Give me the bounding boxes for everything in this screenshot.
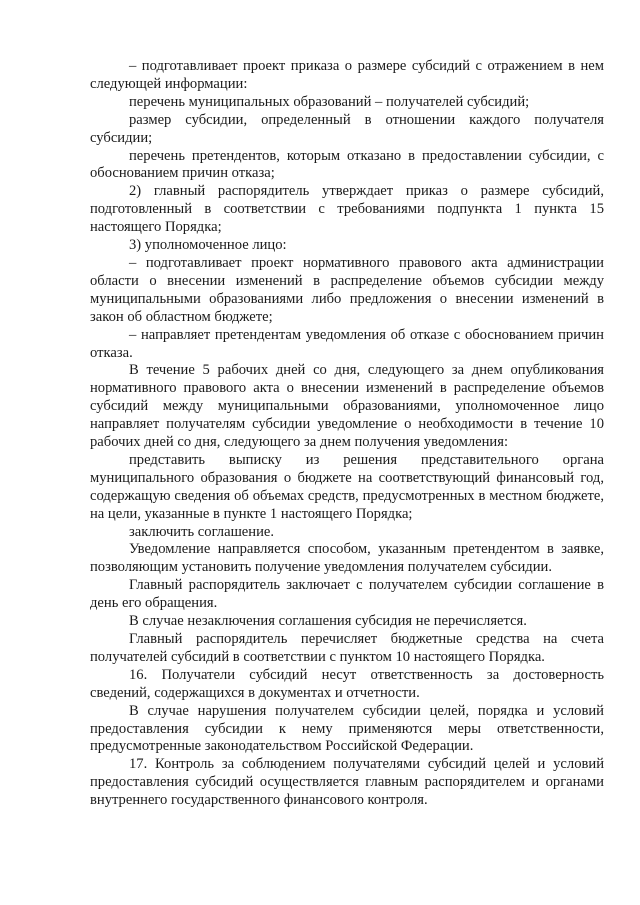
paragraph-agreement-day: Главный распорядитель заключает с получателем субсидии соглашение в день его обращения. (90, 577, 604, 612)
paragraph-send-rejections: – направляет претендентам уведомления об отказе с обоснованием причин отказа. (90, 326, 604, 361)
paragraph-violation-liability: В случае нарушения получателем субсидии целей, порядка и условий предоставления субсидии к нему применяются меры ответственности, предусмотренные законодательством Российской Федерации. (90, 702, 604, 755)
paragraph-notification-method: Уведомление направляется способом, указанным претендентом в заявке, позволяющим установить получение уведомления получателем субсидии. (90, 541, 604, 576)
paragraph-draft-act: – подготавливает проект нормативного правового акта администрации области о внесении изменений в распределение объемов субсидии между муниципальными образованиями либо предложения о внесении изменений в закон об областном бюджете; (90, 254, 604, 325)
document-page (90, 58, 604, 810)
paragraph-submit-extract: представить выписку из решения представительного органа муниципального образования о бюджете на соответствующий финансовый год, содержащую сведения об объемах средств, предусмотренных в местном бюджете, на цели, указанные в пункте 1 настоящего Порядка; (90, 451, 604, 522)
paragraph-clause-16: 16. Получатели субсидий несут ответственность за достоверность сведений, содержащихся в документах и отчетности. (90, 666, 604, 701)
paragraph-report-item: – подготавливает проект приказа о размере субсидий с отражением в нем следующей информации: (90, 58, 604, 92)
paragraph-clause-3: 3) уполномоченное лицо: (129, 237, 287, 254)
paragraph-notification-deadline: В течение 5 рабочих дней со дня, следующего за днем опубликования нормативного правового акта о внесении изменений в распределение объемов субсидий между муниципальными образованиями, уполномоченное лицо направляет получателям субсидии уведомление о необходимости в течение 10 рабочих дней со дня, следующего за днем получения уведомления: (90, 362, 604, 451)
paragraph-subsidy-amount: размер субсидии, определенный в отношении каждого получателя субсидии; (90, 111, 604, 146)
paragraph-conclude-agreement: заключить соглашение. (129, 523, 275, 540)
paragraph-municipalities-list: перечень муниципальных образований – получателей субсидий; (129, 93, 530, 110)
paragraph-clause-2: 2) главный распорядитель утверждает приказ о размере субсидий, подготовленный в соответствии с требованиями подпункта 1 пункта 15 настоящего Порядка; (90, 183, 604, 236)
paragraph-no-agreement: В случае незаключения соглашения субсидия не перечисляется. (129, 613, 527, 630)
paragraph-funds-transfer: Главный распорядитель перечисляет бюджетные средства на счета получателей субсидий в соответствии с пунктом 10 настоящего Порядка. (90, 631, 604, 665)
paragraph-clause-17: 17. Контроль за соблюдением получателями субсидий целей и условий предоставления субсидий осуществляется главным распорядителем и органами внутреннего государственного финансового контроля. (90, 756, 604, 809)
paragraph-rejected-applicants: перечень претендентов, которым отказано в предоставлении субсидии, с обоснованием причин отказа; (90, 147, 604, 182)
